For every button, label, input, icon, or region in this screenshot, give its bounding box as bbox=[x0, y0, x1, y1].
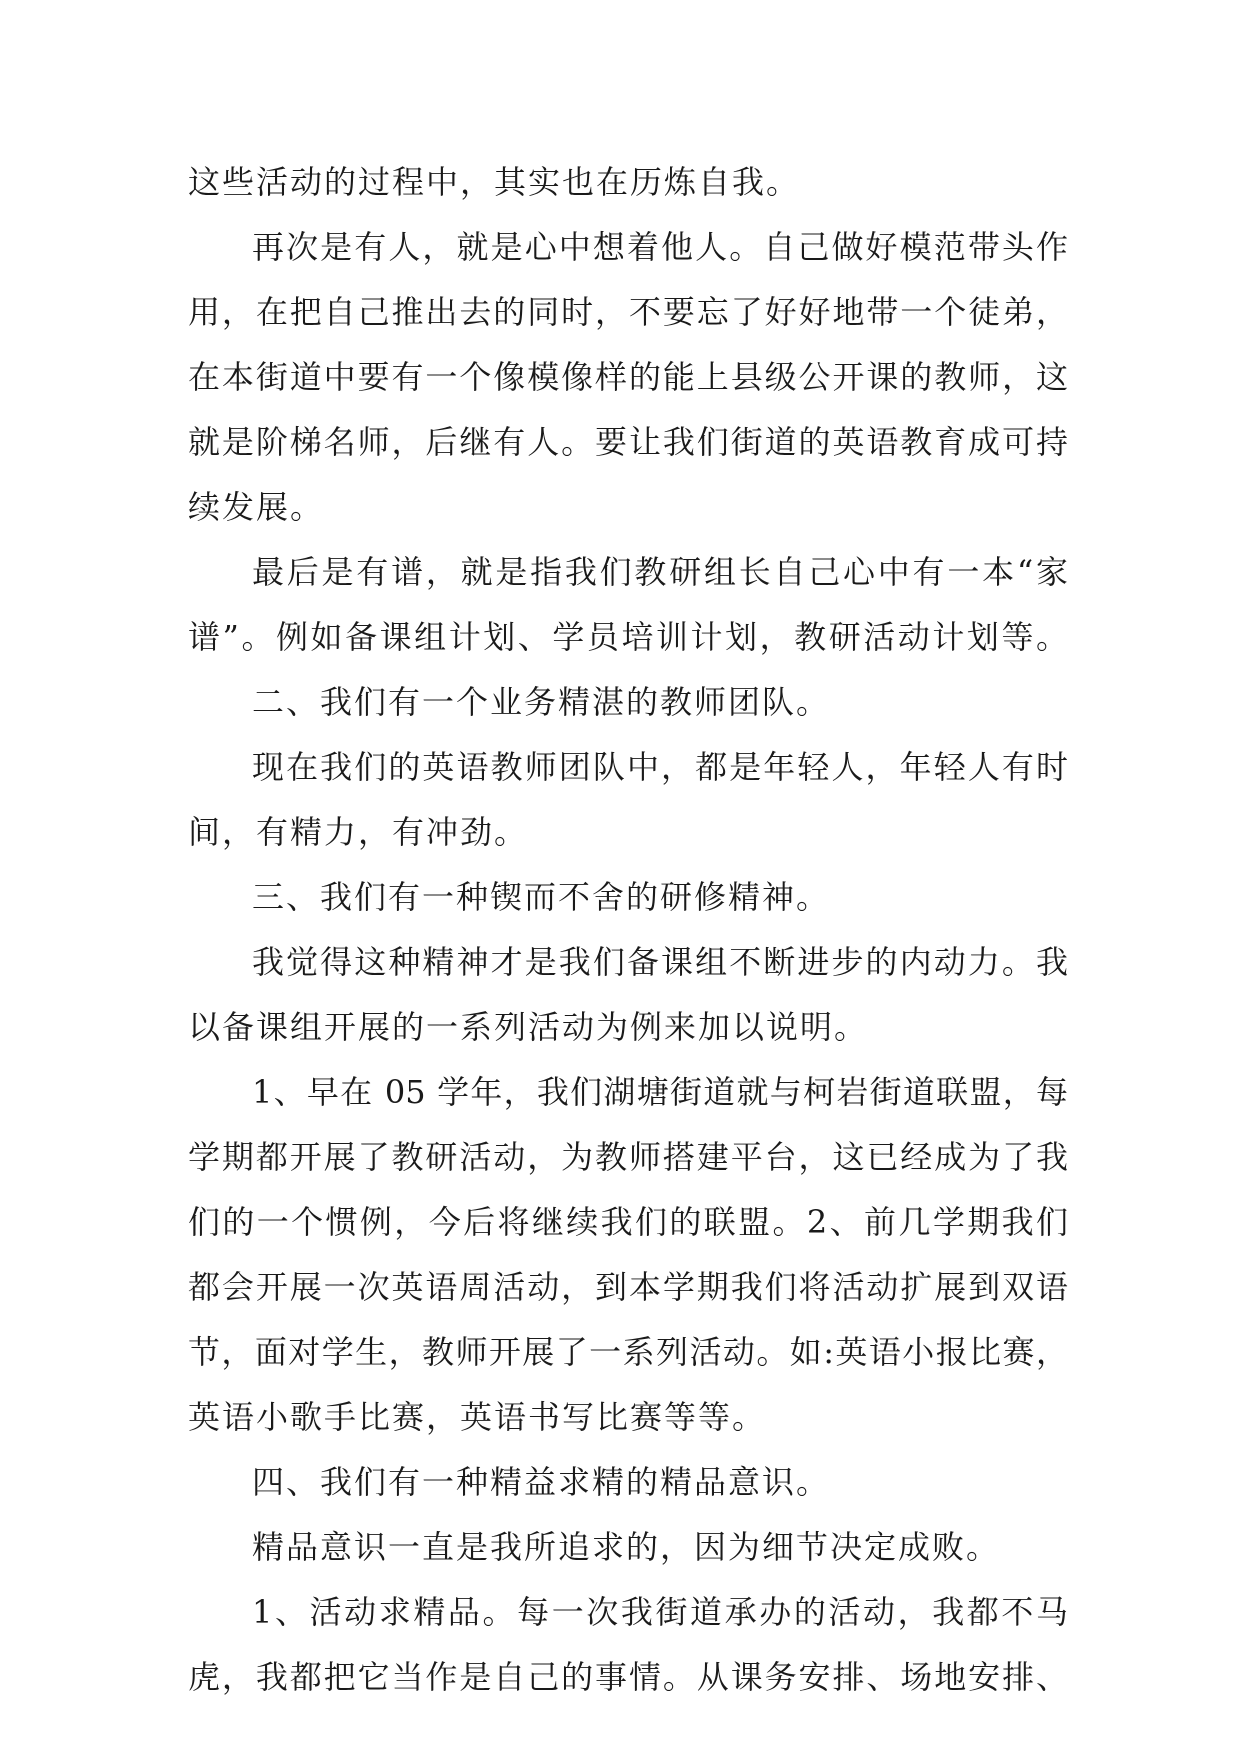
text-line-11: 间，有精力，有冲劲。 bbox=[188, 813, 529, 851]
text-line-7: 最后是有谱，就是指我们教研组长自己心中有一本“家 bbox=[252, 553, 1068, 591]
text-line-15: 1、早在 05 学年，我们湖塘街道就与柯岩街道联盟，每 bbox=[252, 1073, 1068, 1111]
text-line-24: 虎，我都把它当作是自己的事情。从课务安排、场地安排、 bbox=[188, 1658, 1068, 1696]
text-line-17: 们的一个惯例，今后将继续我们的联盟。2、前几学期我们 bbox=[188, 1203, 1068, 1241]
text-line-14: 以备课组开展的一系列活动为例来加以说明。 bbox=[188, 1008, 869, 1046]
text-line-1: 这些活动的过程中，其实也在历炼自我。 bbox=[188, 163, 801, 201]
text-line-2: 再次是有人，就是心中想着他人。自己做好模范带头作 bbox=[252, 228, 1068, 266]
text-line-5: 就是阶梯名师，后继有人。要让我们街道的英语教育成可持 bbox=[188, 423, 1068, 461]
section-heading-4: 四、我们有一种精益求精的精品意识。 bbox=[252, 1463, 831, 1501]
text-line-6: 续发展。 bbox=[188, 488, 325, 526]
text-line-23: 1、活动求精品。每一次我街道承办的活动，我都不马 bbox=[252, 1593, 1068, 1631]
text-line-8: 谱”。例如备课组计划、学员培训计划，教研活动计划等。 bbox=[188, 618, 1068, 656]
section-heading-3: 三、我们有一种锲而不舍的研修精神。 bbox=[252, 878, 831, 916]
text-line-18: 都会开展一次英语周活动，到本学期我们将活动扩展到双语 bbox=[188, 1268, 1068, 1306]
text-line-10: 现在我们的英语教师团队中，都是年轻人，年轻人有时 bbox=[252, 748, 1068, 786]
text-line-13: 我觉得这种精神才是我们备课组不断进步的内动力。我 bbox=[252, 943, 1068, 981]
text-line-22: 精品意识一直是我所追求的，因为细节决定成败。 bbox=[252, 1528, 1001, 1566]
document-body bbox=[188, 150, 1068, 1710]
text-line-19: 节，面对学生，教师开展了一系列活动。如:英语小报比赛， bbox=[188, 1333, 1068, 1371]
text-line-3: 用，在把自己推出去的同时，不要忘了好好地带一个徒弟， bbox=[188, 293, 1068, 331]
text-line-4: 在本街道中要有一个像模像样的能上县级公开课的教师，这 bbox=[188, 358, 1068, 396]
section-heading-2: 二、我们有一个业务精湛的教师团队。 bbox=[252, 683, 831, 721]
text-line-20: 英语小歌手比赛，英语书写比赛等等。 bbox=[188, 1398, 767, 1436]
text-line-16: 学期都开展了教研活动，为教师搭建平台，这已经成为了我 bbox=[188, 1138, 1068, 1176]
